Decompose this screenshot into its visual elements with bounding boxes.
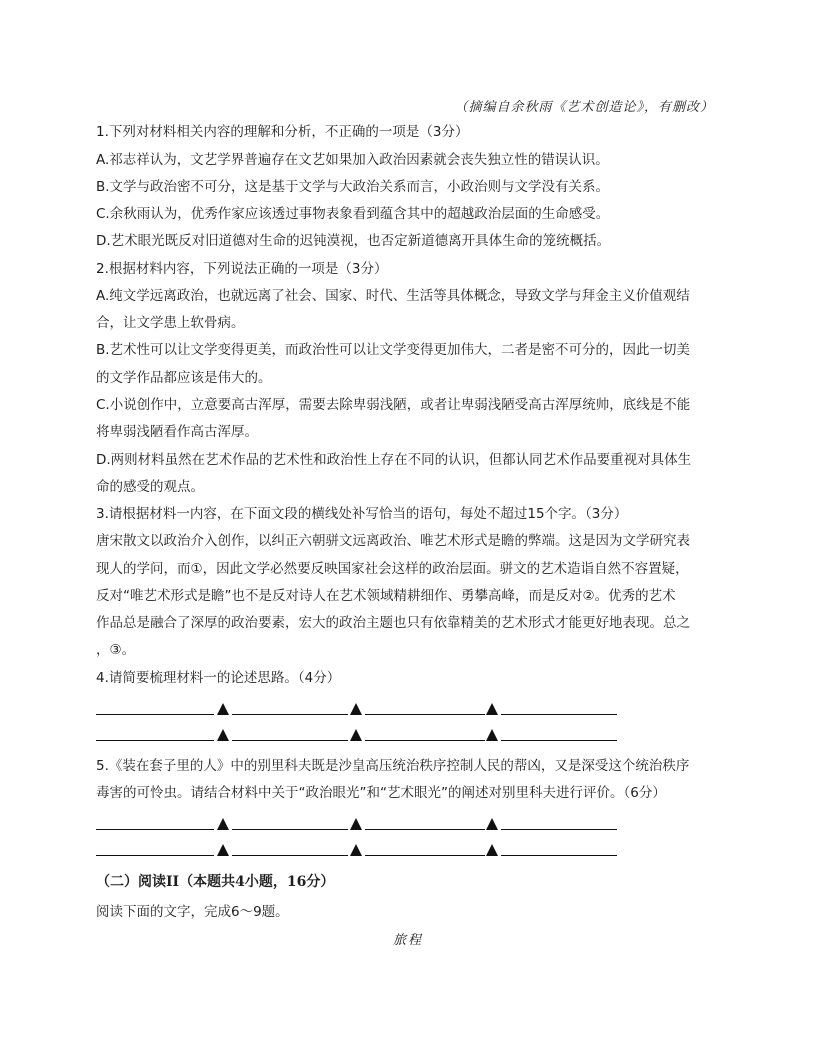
q2-stem: 2.根据材料内容，下列说法正确的一项是（3分） xyxy=(96,261,388,277)
q5-stem-line2: 毒害的可怜虫。请结合材料中关于“政治眼光”和“艺术眼光”的阐述对别里科夫进行评价。（6分） xyxy=(96,785,666,801)
q3-passage-line4: 作品总是融合了深厚的政治要素，宏大的政治主题也只有依靠精美的艺术形式才能更好地表现。总之 xyxy=(96,615,690,631)
q3-passage-line5: ，③。 xyxy=(96,642,136,658)
answer-blank[interactable] xyxy=(96,829,214,830)
answer-blank[interactable] xyxy=(365,714,485,715)
reading-instruction: 阅读下面的文字，完成6～9题。 xyxy=(96,904,289,920)
triangle-icon xyxy=(217,818,229,830)
answer-blank[interactable] xyxy=(96,740,214,741)
triangle-icon xyxy=(486,844,498,856)
triangle-icon xyxy=(350,703,362,715)
q2-option-c-line2: 将卑弱浅陋看作高古浑厚。 xyxy=(96,424,258,440)
triangle-icon xyxy=(486,729,498,741)
q1-option-d: D.艺术眼光既反对旧道德对生命的迟钝漠视，也否定新道德离开具体生命的笼统概括。 xyxy=(96,233,611,249)
story-title: 旅程 xyxy=(392,933,423,948)
q5-stem-line1: 5.《装在套子里的人》中的别里科夫既是沙皇高压统治秩序控制人民的帮凶，又是深受这个统治秩序 xyxy=(96,758,690,774)
q5-answer-row-1[interactable] xyxy=(96,812,620,832)
answer-blank[interactable] xyxy=(501,829,617,830)
q1-option-b: B.文学与政治密不可分，这是基于文学与大政治关系而言，小政治则与文学没有关系。 xyxy=(96,179,610,195)
q4-answer-row-2[interactable] xyxy=(96,723,620,743)
triangle-icon xyxy=(350,818,362,830)
q2-option-a-line1: A.纯文学远离政治，也就远离了社会、国家、时代、生活等具体概念，导致文学与拜金主义价值观结 xyxy=(96,288,690,304)
source-note: （摘编自余秋雨《艺术创造论》，有删改） xyxy=(454,100,714,115)
answer-blank[interactable] xyxy=(232,740,348,741)
triangle-icon xyxy=(486,703,498,715)
answer-blank[interactable] xyxy=(501,740,617,741)
q2-option-d-line2: 命的感受的观点。 xyxy=(96,479,204,495)
q3-passage-line3: 反对“唯艺术形式是瞻”也不是反对诗人在艺术领域精耕细作、勇攀高峰，而是反对②。优秀的艺术 xyxy=(96,588,676,604)
q1-option-a: A.祁志祥认为，文艺学界普遍存在文艺如果加入政治因素就会丧失独立性的错误认识。 xyxy=(96,152,609,168)
answer-blank[interactable] xyxy=(365,829,485,830)
triangle-icon xyxy=(350,844,362,856)
section-heading: （二）阅读II（本题共4小题，16分） xyxy=(96,874,335,890)
triangle-icon xyxy=(350,729,362,741)
q2-option-d-line1: D.两则材料虽然在艺术作品的艺术性和政治性上存在不同的认识，但都认同艺术作品要重视对具体生 xyxy=(96,452,692,468)
answer-blank[interactable] xyxy=(365,855,485,856)
triangle-icon xyxy=(217,703,229,715)
answer-blank[interactable] xyxy=(501,714,617,715)
q5-answer-row-2[interactable] xyxy=(96,838,620,858)
triangle-icon xyxy=(217,729,229,741)
q4-answer-row-1[interactable] xyxy=(96,697,620,717)
answer-blank[interactable] xyxy=(365,740,485,741)
q2-option-b-line2: 的文学作品都应该是伟大的。 xyxy=(96,370,272,386)
answer-blank[interactable] xyxy=(501,855,617,856)
answer-blank[interactable] xyxy=(96,714,214,715)
q1-stem: 1.下列对材料相关内容的理解和分析，不正确的一项是（3分） xyxy=(96,124,469,140)
triangle-icon xyxy=(486,818,498,830)
answer-blank[interactable] xyxy=(232,829,348,830)
q2-option-b-line1: B.艺术性可以让文学变得更美，而政治性可以让文学变得更加伟大，二者是密不可分的，因此一切美 xyxy=(96,342,691,358)
q4-stem: 4.请简要梳理材料一的论述思路。（4分） xyxy=(96,670,341,686)
answer-blank[interactable] xyxy=(232,714,348,715)
answer-blank[interactable] xyxy=(232,855,348,856)
q1-option-c: C.余秋雨认为，优秀作家应该透过事物表象看到蕴含其中的超越政治层面的生命感受。 xyxy=(96,206,610,222)
answer-blank[interactable] xyxy=(96,855,214,856)
q2-option-a-line2: 合，让文学患上软骨病。 xyxy=(96,315,245,331)
triangle-icon xyxy=(217,844,229,856)
q3-passage-line2: 现人的学问，而①，因此文学必然要反映国家社会这样的政治层面。骈文的艺术造诣自然不容置疑， xyxy=(96,561,689,577)
q2-option-c-line1: C.小说创作中，立意要高古浑厚，需要去除卑弱浅陋，或者让卑弱浅陋受高古浑厚统帅，底线是不能 xyxy=(96,397,691,413)
q3-passage-line1: 唐宋散文以政治介入创作，以纠正六朝骈文远离政治、唯艺术形式是瞻的弊端。这是因为文学研究表 xyxy=(96,533,690,549)
q3-stem: 3.请根据材料一内容，在下面文段的横线处补写恰当的语句，每处不超过15个字。（3分） xyxy=(96,506,628,522)
